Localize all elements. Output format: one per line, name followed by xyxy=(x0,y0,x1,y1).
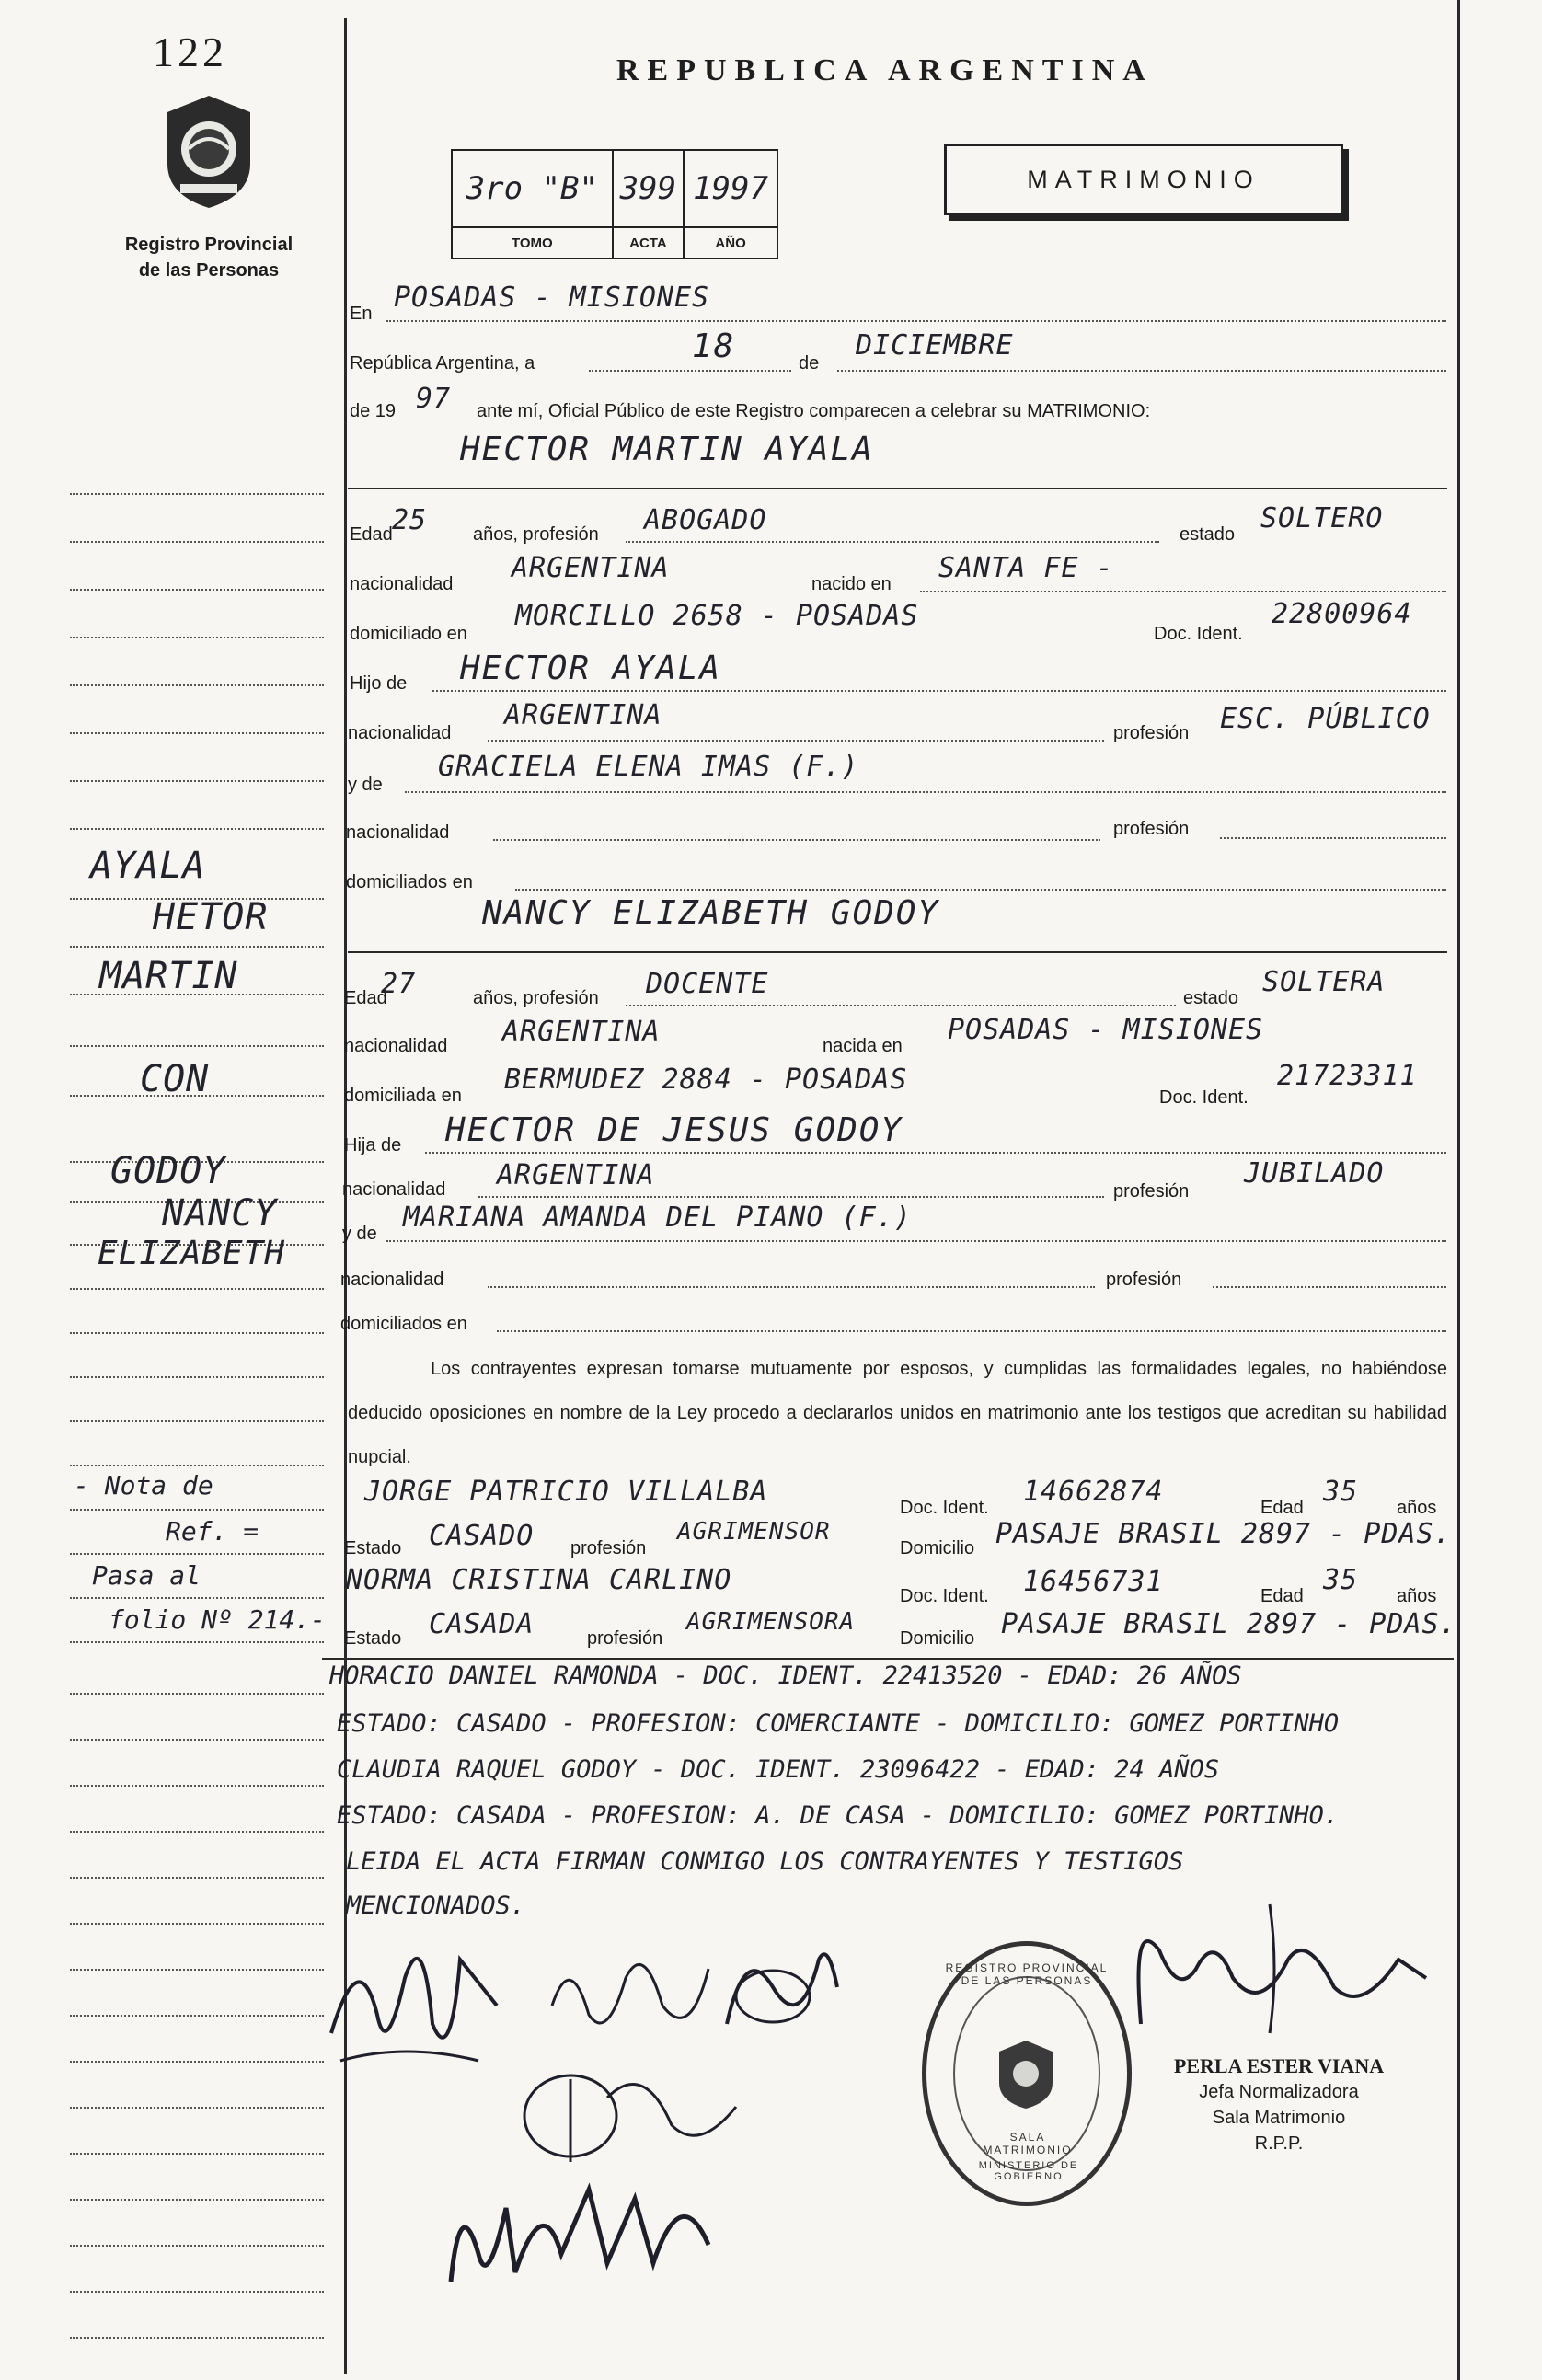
de-label: de xyxy=(799,353,820,374)
bride-profession: DOCENTE xyxy=(646,968,769,1000)
witness2-edad-label: Edad xyxy=(1260,1586,1304,1606)
dotted-line xyxy=(478,1196,1104,1198)
official-name: PERLA ESTER VIANA xyxy=(1173,2054,1385,2077)
dotted-line xyxy=(589,370,791,372)
record-table xyxy=(451,149,778,259)
witness-extra-line: CLAUDIA RAQUEL GODOY - DOC. IDENT. 23096422 - EDAD: 24 AÑOS xyxy=(337,1755,1220,1784)
dotted-line xyxy=(493,839,1100,841)
margin-rule xyxy=(70,2199,324,2201)
margin-rule xyxy=(70,2153,324,2155)
bride-father-nationality: ARGENTINA xyxy=(497,1159,655,1191)
dotted-line xyxy=(488,1286,1095,1288)
groom-doc: 22800964 xyxy=(1272,598,1412,630)
groom-hijo-label: Hijo de xyxy=(350,673,408,694)
dotted-line xyxy=(626,541,1159,543)
day-value: 18 xyxy=(692,328,736,365)
groom-status: SOLTERO xyxy=(1260,502,1384,535)
witness1-profession: AGRIMENSOR xyxy=(677,1518,831,1546)
witness1-name: JORGE PATRICIO VILLALBA xyxy=(364,1476,768,1508)
margin-rule xyxy=(70,2015,324,2017)
margin-note: ELIZABETH xyxy=(98,1235,286,1272)
witness2-status: CASADA xyxy=(429,1608,535,1640)
dotted-line xyxy=(386,320,1446,322)
bride-y-de-label: y de xyxy=(342,1224,377,1244)
dotted-line xyxy=(488,740,1104,742)
bride-edad-label: Edad xyxy=(344,988,387,1008)
dotted-line xyxy=(515,889,1446,891)
groom-nacionalidad-label: nacionalidad xyxy=(350,574,454,594)
official-org: R.P.P. xyxy=(1254,2133,1304,2154)
margin-rule xyxy=(70,2337,324,2339)
groom-name: HECTOR MARTIN AYALA xyxy=(460,431,874,468)
registry-name xyxy=(109,232,309,283)
witness1-status: CASADO xyxy=(429,1520,535,1552)
bride-nationality: ARGENTINA xyxy=(502,1016,661,1048)
page-number: 122 xyxy=(153,29,227,75)
dotted-line xyxy=(1213,1286,1446,1288)
margin-rule xyxy=(70,2061,324,2063)
margin-rule xyxy=(70,1641,324,1643)
de19-label: de 19 xyxy=(350,401,397,421)
registry-line: de las Personas xyxy=(138,260,280,281)
groom-father-nacionalidad-label: nacionalidad xyxy=(348,723,452,743)
margin-rule xyxy=(70,1739,324,1741)
groom-father-nationality: ARGENTINA xyxy=(504,699,662,731)
groom-top-rule xyxy=(348,488,1447,489)
witness-extra-line: MENCIONADOS. xyxy=(346,1891,526,1920)
margin-note: CON xyxy=(140,1058,210,1100)
margin-rule xyxy=(70,1465,324,1466)
groom-father-profesion-label: profesión xyxy=(1113,723,1190,743)
witness-extra-line: HORACIO DANIEL RAMONDA - DOC. IDENT. 22413520 - EDAD: 26 AÑOS xyxy=(329,1661,1242,1690)
groom-age: 25 xyxy=(392,504,428,536)
margin-rule xyxy=(70,684,324,686)
margin-rule xyxy=(70,1553,324,1555)
tomo-label: TOMO xyxy=(452,227,613,259)
bride-father-nacionalidad-label: nacionalidad xyxy=(342,1179,446,1200)
bride-domiciliados-label: domiciliados en xyxy=(340,1314,467,1334)
margin-rule xyxy=(70,1693,324,1695)
bride-father-profession: JUBILADO xyxy=(1244,1157,1385,1190)
groom-anios-profesion-label: años, profesión xyxy=(473,524,599,545)
witness2-doc-label: Doc. Ident. xyxy=(900,1586,989,1606)
groom-mother: GRACIELA ELENA IMAS (F.) xyxy=(438,751,859,783)
bride-father: HECTOR DE JESUS GODOY xyxy=(445,1111,903,1149)
anio-label: AÑO xyxy=(684,227,777,259)
bride-birthplace: POSADAS - MISIONES xyxy=(948,1014,1264,1046)
right-border xyxy=(1457,0,1460,2380)
witness1-profesion-label: profesión xyxy=(570,1538,647,1558)
dotted-line xyxy=(425,1152,1446,1154)
bride-age: 27 xyxy=(381,968,417,1000)
stamp-bottom-text: MINISTERIO DE GOBIERNO xyxy=(978,2160,1079,2182)
act-type-box: MATRIMONIO xyxy=(944,144,1343,215)
margin-rule xyxy=(70,541,324,543)
acta-label: ACTA xyxy=(613,227,685,259)
dotted-line xyxy=(1220,837,1446,839)
bride-domicilio-label: domiciliada en xyxy=(344,1086,462,1106)
republica-label: República Argentina, a xyxy=(350,353,535,374)
groom-domicilio-label: domiciliado en xyxy=(350,624,467,644)
place-value: POSADAS - MISIONES xyxy=(394,282,710,314)
bride-top-rule xyxy=(348,951,1447,953)
witness2-name: NORMA CRISTINA CARLINO xyxy=(346,1564,732,1596)
bride-estado-label: estado xyxy=(1183,988,1239,1008)
groom-profession: ABOGADO xyxy=(644,504,767,536)
anio-value: 1997 xyxy=(684,150,777,227)
witness1-address: PASAJE BRASIL 2897 - PDAS. xyxy=(995,1518,1452,1550)
margin-rule xyxy=(70,1923,324,1925)
margin-rule xyxy=(70,732,324,734)
margin-rule xyxy=(70,828,324,830)
witness2-profesion-label: profesión xyxy=(587,1628,663,1649)
groom-mother-profesion-label: profesión xyxy=(1113,819,1190,839)
dotted-line xyxy=(386,1240,1446,1242)
en-label: En xyxy=(350,304,373,324)
margin-ref-note: folio Nº 214.- xyxy=(109,1604,327,1635)
bride-name: NANCY ELIZABETH GODOY xyxy=(482,894,940,932)
witness-extra-line: ESTADO: CASADA - PROFESION: A. DE CASA - DOMICILIO: GOMEZ PORTINHO. xyxy=(337,1801,1340,1830)
bride-mother-profesion-label: profesión xyxy=(1106,1270,1182,1290)
margin-note: GODOY xyxy=(110,1150,226,1192)
bride-status: SOLTERA xyxy=(1262,966,1386,998)
bride-address: BERMUDEZ 2884 - POSADAS xyxy=(504,1064,908,1096)
province-seal-logo xyxy=(158,92,259,212)
signature-scribble xyxy=(1122,1895,1435,2033)
dotted-line xyxy=(837,370,1446,372)
witness2-doc: 16456731 xyxy=(1023,1566,1164,1598)
margin-note: NANCY xyxy=(162,1192,278,1235)
acta-value: 399 xyxy=(613,150,685,227)
margin-rule xyxy=(70,2107,324,2109)
official-block xyxy=(1150,2053,1408,2156)
bride-doc: 21723311 xyxy=(1277,1060,1418,1092)
witness2-domicilio-label: Domicilio xyxy=(900,1628,975,1649)
witness1-estado-label: Estado xyxy=(344,1538,402,1558)
margin-rule xyxy=(70,2291,324,2293)
witness2-address: PASAJE BRASIL 2897 - PDAS. xyxy=(1001,1608,1457,1640)
bride-mother: MARIANA AMANDA DEL PIANO (F.) xyxy=(403,1201,912,1234)
groom-y-de-label: y de xyxy=(348,775,383,795)
witness2-anios-label: años xyxy=(1397,1586,1437,1606)
groom-birthplace: SANTA FE - xyxy=(938,552,1114,584)
margin-rule xyxy=(70,637,324,638)
groom-doc-label: Doc. Ident. xyxy=(1154,624,1243,644)
margin-rule xyxy=(70,1969,324,1971)
dotted-line xyxy=(432,690,1446,692)
witness1-edad-label: Edad xyxy=(1260,1498,1304,1518)
witness-extra-line: ESTADO: CASADO - PROFESION: COMERCIANTE - DOMICILIO: GOMEZ PORTINHO xyxy=(337,1709,1340,1738)
dotted-line xyxy=(405,791,1446,793)
signature-scribble xyxy=(543,1932,846,2061)
witness1-anios-label: años xyxy=(1397,1498,1437,1518)
stamp-outer-text: REGISTRO PROVINCIAL DE LAS PERSONAS xyxy=(945,1961,1109,1987)
margin-rule xyxy=(70,1509,324,1511)
bride-mother-nacionalidad-label: nacionalidad xyxy=(340,1270,444,1290)
signature-scribble xyxy=(322,1923,506,2079)
witness1-doc: 14662874 xyxy=(1023,1476,1164,1508)
witness-extra-rule xyxy=(322,1658,1454,1660)
bride-hija-label: Hija de xyxy=(344,1135,402,1156)
groom-nacido-label: nacido en xyxy=(811,574,892,594)
margin-rule xyxy=(70,946,324,948)
margin-rule xyxy=(70,1045,324,1047)
groom-father-profession: ESC. PÚBLICO xyxy=(1220,703,1431,735)
intro-text: ante mí, Oficial Público de este Registro comparecen a celebrar su MATRIMONIO: xyxy=(477,401,1151,421)
official-office: Sala Matrimonio xyxy=(1212,2108,1346,2128)
witness-extra-line: LEIDA EL ACTA FIRMAN CONMIGO LOS CONTRAYENTES Y TESTIGOS xyxy=(346,1847,1184,1876)
groom-domiciliados-label: domiciliados en xyxy=(346,872,473,892)
margin-rule xyxy=(70,1420,324,1422)
margin-note: MARTIN xyxy=(99,955,238,997)
margin-rule xyxy=(70,1376,324,1378)
witness1-doc-label: Doc. Ident. xyxy=(900,1498,989,1518)
official-title: Jefa Normalizadora xyxy=(1199,2082,1359,2102)
margin-note: HETOR xyxy=(153,896,269,938)
witness2-estado-label: Estado xyxy=(344,1628,402,1649)
registry-line: Registro Provincial xyxy=(124,235,293,255)
margin-rule xyxy=(70,1288,324,1290)
margin-rule xyxy=(70,1831,324,1833)
declaration-text: Los contrayentes expresan tomarse mutuamente por esposos, y cumplidas las formalidades legales, no habiéndose deducido oposiciones en nombre de la Ley procedo a declararlos unidos en matrimonio ante los testigos que acreditan su habilidad nupcial. xyxy=(348,1359,1447,1467)
dotted-line xyxy=(497,1330,1446,1332)
groom-estado-label: estado xyxy=(1180,524,1236,545)
witness1-age: 35 xyxy=(1323,1476,1359,1508)
bride-father-profesion-label: profesión xyxy=(1113,1181,1190,1201)
bride-nacionalidad-label: nacionalidad xyxy=(344,1036,448,1056)
margin-ref-note: - Nota de xyxy=(74,1470,213,1500)
groom-edad-label: Edad xyxy=(350,524,393,545)
document-title: REPUBLICA ARGENTINA xyxy=(616,53,1154,87)
dotted-line xyxy=(626,1005,1176,1006)
stamp-emblem-icon xyxy=(994,2037,1058,2110)
tomo-value: 3ro "B" xyxy=(452,150,613,227)
dotted-line xyxy=(920,591,1446,592)
groom-address: MORCILLO 2658 - POSADAS xyxy=(515,600,919,632)
witness2-profession: AGRIMENSORA xyxy=(686,1608,856,1636)
groom-nationality: ARGENTINA xyxy=(512,552,670,584)
witness1-domicilio-label: Domicilio xyxy=(900,1538,975,1558)
stamp-inner-text: SALA MATRIMONIO xyxy=(983,2131,1073,2156)
month-value: DICIEMBRE xyxy=(856,329,1014,362)
margin-rule xyxy=(70,1597,324,1599)
year-suffix-value: 97 xyxy=(416,383,452,415)
margin-rule xyxy=(70,1877,324,1879)
witness2-age: 35 xyxy=(1323,1564,1359,1596)
groom-mother-nacionalidad-label: nacionalidad xyxy=(346,822,450,843)
margin-rule xyxy=(70,1785,324,1787)
groom-father: HECTOR AYALA xyxy=(460,650,722,687)
bride-anios-profesion-label: años, profesión xyxy=(473,988,599,1008)
margin-note: AYALA xyxy=(90,845,206,887)
margin-ref-note: Ref. = xyxy=(166,1516,259,1546)
margin-rule xyxy=(70,1332,324,1334)
bride-doc-label: Doc. Ident. xyxy=(1159,1087,1249,1108)
margin-rule xyxy=(70,493,324,495)
signature-scribble xyxy=(432,2153,736,2291)
margin-rule xyxy=(70,589,324,591)
bride-nacida-label: nacida en xyxy=(823,1036,903,1056)
margin-rule xyxy=(70,780,324,782)
margin-ref-note: Pasa al xyxy=(92,1560,201,1591)
margin-rule xyxy=(70,2245,324,2247)
